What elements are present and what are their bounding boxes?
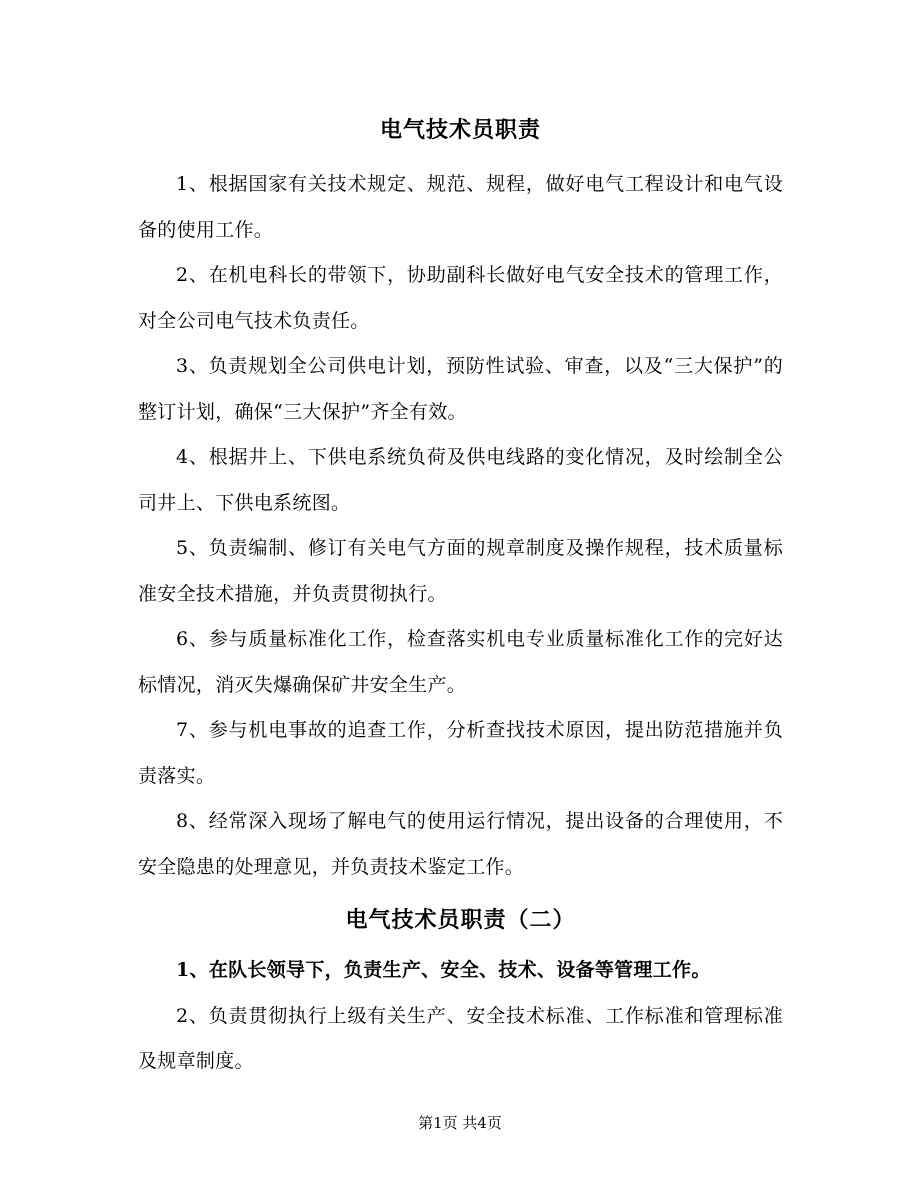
duty-item-1: 1、根据国家有关技术规定、规范、规程，做好电气工程设计和电气设备的使用工作。 bbox=[138, 173, 783, 241]
section2-item-1: 1、在队长领导下，负责生产、安全、技术、设备等管理工作。 bbox=[176, 959, 711, 981]
page-footer: 第1页 共4页 bbox=[418, 1114, 502, 1132]
duty-item-8: 8、经常深入现场了解电气的使用运行情况，提出设备的合理使用，不安全隐患的处理意见，并负责技术鉴定工作。 bbox=[138, 810, 783, 878]
duty-item-5: 5、负责编制、修订有关电气方面的规章制度及操作规程，技术质量标准安全技术措施，并负责贯彻执行。 bbox=[138, 537, 783, 605]
section-1 bbox=[138, 162, 783, 890]
section-2-title: 电气技术员职责（二） bbox=[345, 907, 576, 933]
document-body bbox=[138, 110, 783, 1085]
page-title: 电气技术员职责 bbox=[379, 117, 541, 143]
duty-item-4: 4、根据井上、下供电系统负荷及供电线路的变化情况，及时绘制全公司井上、下供电系统图。 bbox=[138, 446, 783, 514]
section2-item-2: 2、负责贯彻执行上级有关生产、安全技术标准、工作标准和管理标准及规章制度。 bbox=[138, 1004, 783, 1072]
duty-item-7: 7、参与机电事故的追查工作，分析查找技术原因，提出防范措施并负责落实。 bbox=[138, 719, 783, 787]
duty-item-3: 3、负责规划全公司供电计划，预防性试验、审查，以及“三大保护”的整订计划，确保“三大保护”齐全有效。 bbox=[138, 355, 783, 423]
duty-item-6: 6、参与质量标准化工作，检查落实机电专业质量标准化工作的完好达标情况，消灭失爆确保矿井安全生产。 bbox=[138, 628, 783, 696]
section-2 bbox=[138, 948, 783, 1085]
duty-item-2: 2、在机电科长的带领下，协助副科长做好电气安全技术的管理工作，对全公司电气技术负责任。 bbox=[138, 264, 783, 332]
